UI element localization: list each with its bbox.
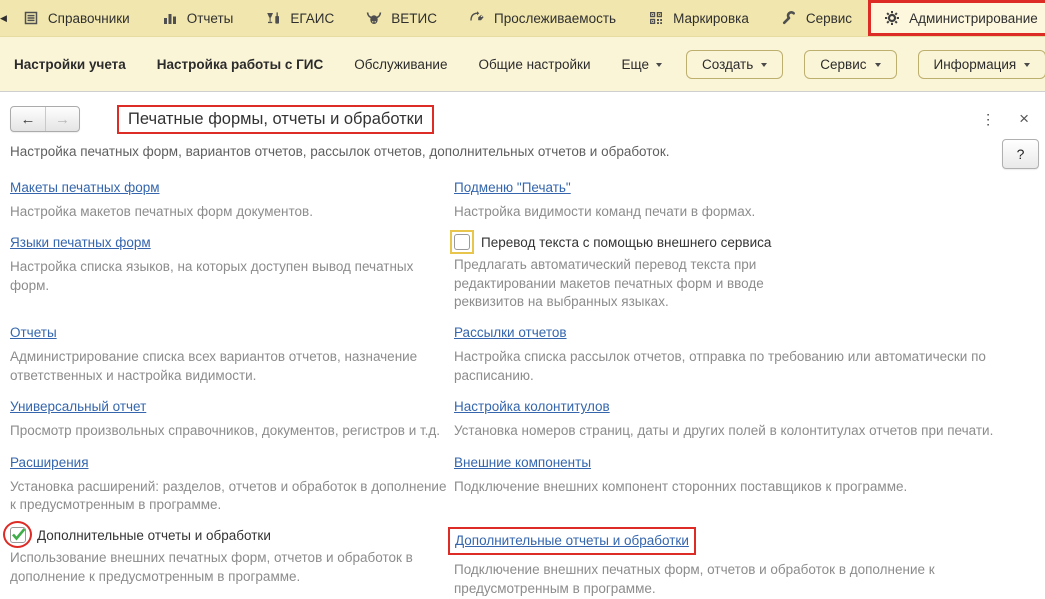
menu-item-egais[interactable] [249, 0, 350, 36]
help-button[interactable]: ? [1002, 139, 1039, 169]
link-rassylki-otchetov[interactable]: Рассылки отчетов [454, 325, 567, 341]
window-controls [981, 109, 1029, 129]
menu-item-label: Отчеты [186, 10, 234, 26]
tag-trace-icon [469, 10, 485, 26]
translate-text-checkbox-row [454, 234, 1035, 250]
collapse-panel-button[interactable]: ◀ [0, 12, 7, 23]
bottle-glass-icon [265, 10, 281, 26]
link-universalnyy-otchet[interactable]: Универсальный отчет [10, 399, 147, 415]
list-item [454, 234, 1035, 311]
link-description: Настройка видимости команд печати в формах. [454, 204, 756, 219]
menu-item-label: Маркировка [673, 10, 749, 26]
menu-item-label: Сервис [805, 10, 853, 26]
page-title-bar [10, 103, 1035, 135]
link-yazyki-pechatnyh-form[interactable]: Языки печатных форм [10, 235, 151, 251]
list-item [10, 527, 448, 586]
list-item [454, 398, 1035, 440]
list-item [454, 454, 1035, 496]
gear-icon [884, 10, 900, 26]
menu-item-label: Справочники [47, 10, 130, 26]
link-description: Настройка списка рассылок отчетов, отправка по требованию или автоматически по расписанию. [454, 349, 986, 383]
forward-button[interactable]: → [45, 107, 79, 131]
menu-item-spravochniki[interactable] [7, 0, 146, 36]
create-button-label: Создать [701, 56, 754, 72]
books-icon [23, 10, 39, 26]
list-item [454, 179, 1035, 221]
page-content [0, 103, 1045, 598]
back-button[interactable]: ← [20, 110, 36, 128]
information-button[interactable] [918, 50, 1045, 79]
list-item [10, 179, 448, 221]
history-nav-buttons [10, 106, 80, 132]
translate-text-checkbox[interactable] [454, 234, 470, 250]
menu-item-label: ЕГАИС [290, 10, 335, 26]
settings-grid [10, 179, 1035, 598]
tab-obsluzhivanie[interactable]: Обслуживание [354, 56, 448, 72]
menu-item-servis[interactable] [765, 0, 868, 36]
menu-item-markirovka[interactable] [632, 0, 765, 36]
service-button[interactable] [804, 50, 896, 79]
menu-item-otchety[interactable] [146, 0, 250, 36]
link-description: Подключение внешних печатных форм, отчетов и обработок в дополнение к предусмотренным в программе. [454, 562, 935, 596]
list-item [454, 527, 1035, 598]
list-item [454, 324, 1035, 385]
tab-nastroyka-raboty-s-gis[interactable]: Настройка работы с ГИС [156, 56, 324, 72]
bar-chart-icon [162, 10, 178, 26]
link-description: Администрирование списка всех вариантов отчетов, назначение ответственных и настройка видимости. [10, 349, 418, 383]
checkbox-description: Использование внешних печатных форм, отчетов и обработок в дополнение к предусмотренным в программе. [10, 550, 413, 584]
check-icon [11, 528, 26, 542]
close-icon[interactable]: × [1019, 109, 1029, 128]
link-description: Подключение внешних компонент сторонних поставщиков к программе. [454, 478, 908, 494]
menu-item-label: ВЕТИС [391, 10, 437, 26]
list-item [10, 234, 448, 295]
create-button[interactable] [686, 50, 783, 79]
additional-reports-checkbox-row [10, 527, 448, 543]
list-item [10, 454, 448, 515]
checkbox-description: Предлагать автоматический перевод текста при редактировании макетов печатных форм и вводе реквизитов на выбранных языках. [454, 257, 764, 310]
menu-item-administrirovanie[interactable] [868, 0, 1045, 36]
page-title: Печатные формы, отчеты и обработки [117, 105, 434, 134]
chevron-down-icon [1024, 63, 1030, 67]
link-makety-pechatnyh-form[interactable]: Макеты печатных форм [10, 180, 160, 195]
more-menu-label: Еще [621, 56, 649, 72]
red-box-annotation [448, 527, 696, 555]
page-subtitle: Настройка печатных форм, вариантов отчетов, рассылок отчетов, дополнительных отчетов и обработок. [10, 144, 670, 159]
link-description: Установка номеров страниц, даты и других полей в колонтитулах отчетов при печати. [454, 423, 994, 439]
link-dopolnitelnye-otchety-i-obrabotki[interactable]: Дополнительные отчеты и обработки [455, 533, 689, 549]
link-nastroyka-kolontitulov[interactable]: Настройка колонтитулов [454, 399, 610, 415]
list-item [10, 324, 448, 385]
qr-code-icon [648, 10, 664, 26]
link-vneshnie-komponenty[interactable]: Внешние компоненты [454, 454, 592, 470]
link-description: Просмотр произвольных справочников, документов, регистров и т.д. [10, 423, 441, 439]
service-button-label: Сервис [820, 56, 867, 72]
link-rasshireniya[interactable]: Расширения [10, 454, 89, 470]
link-otchety[interactable]: Отчеты [10, 325, 57, 341]
chevron-down-icon [875, 63, 881, 67]
additional-reports-checkbox[interactable] [10, 527, 26, 543]
link-podmenyu-pechat[interactable]: Подменю "Печать" [454, 180, 571, 195]
chevron-down-icon [761, 63, 767, 67]
main-menu-bar [0, 0, 1045, 37]
checkbox-label: Дополнительные отчеты и обработки [37, 527, 271, 543]
link-description: Настройка списка языков, на которых доступен вывод печатных форм. [10, 259, 414, 293]
information-button-label: Информация [933, 56, 1017, 72]
wrench-icon [781, 10, 797, 26]
menu-item-proslezhivaemost[interactable] [453, 0, 632, 36]
menu-items [7, 0, 1045, 36]
bull-icon [366, 10, 382, 26]
checkbox-label: Перевод текста с помощью внешнего сервиса [481, 234, 772, 250]
tab-nastroyki-ucheta[interactable]: Настройки учета [14, 56, 126, 72]
more-options-icon[interactable]: ⋮ [981, 110, 996, 127]
tab-obschie-nastroyki[interactable]: Общие настройки [478, 56, 591, 72]
section-nav-bar [0, 37, 1045, 92]
menu-item-label: Прослеживаемость [493, 10, 617, 26]
menu-item-vetis[interactable] [350, 0, 453, 36]
link-description: Настройка макетов печатных форм документов. [10, 204, 313, 219]
menu-item-label: Администрирование [909, 10, 1038, 26]
chevron-down-icon [656, 63, 662, 67]
link-description: Установка расширений: разделов, отчетов и обработок в дополнение к предусмотренным в программе. [10, 478, 447, 512]
more-menu-button[interactable] [622, 57, 662, 72]
list-item [10, 398, 448, 440]
